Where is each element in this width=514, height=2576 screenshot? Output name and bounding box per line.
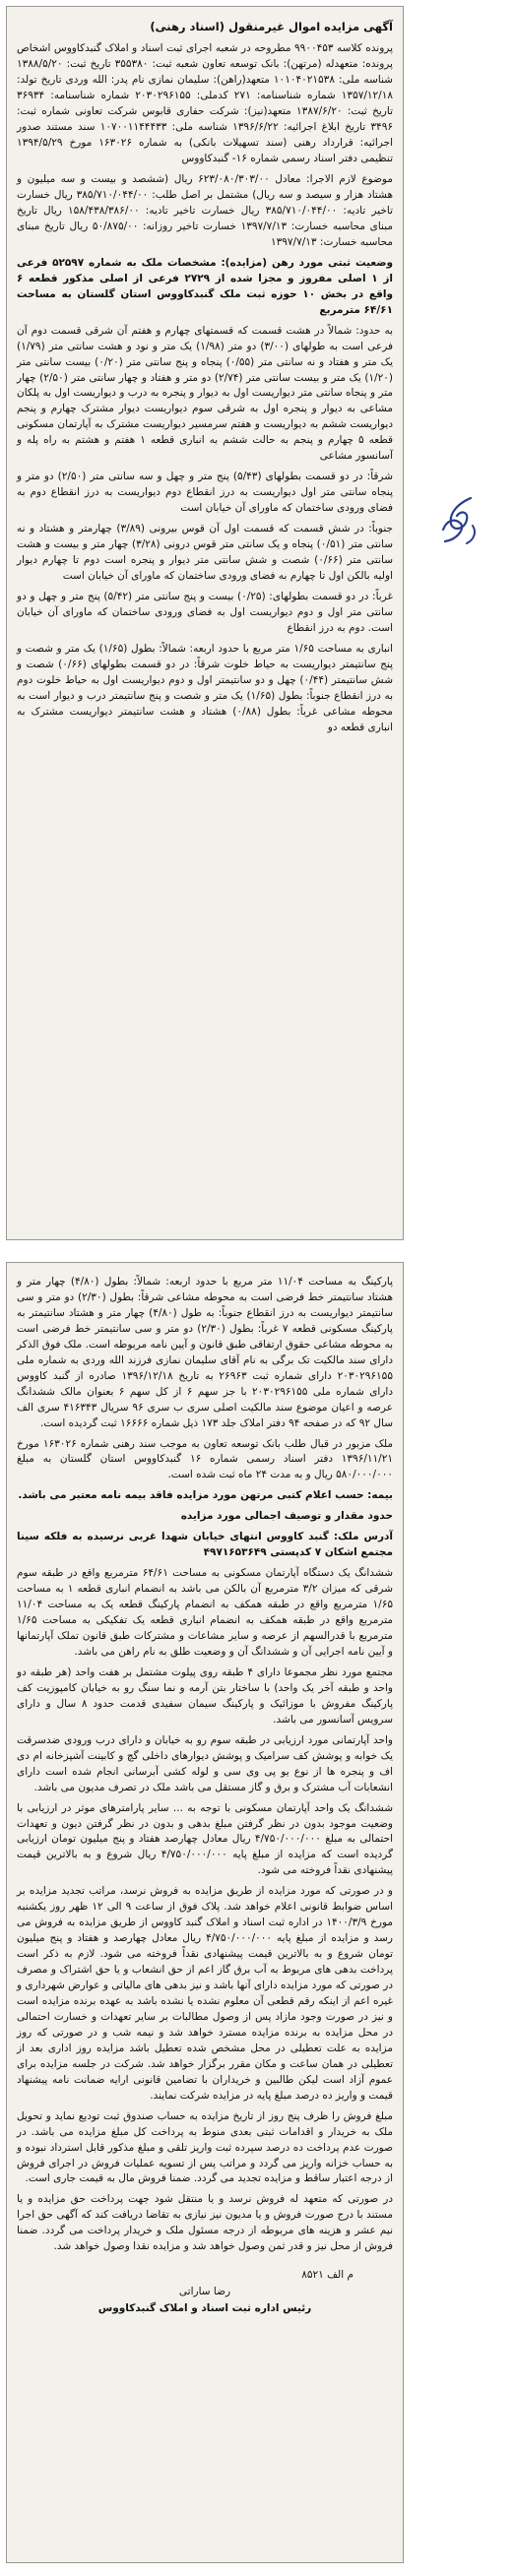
building-description-paragraph: مجتمع مورد نظر مجموعا دارای ۴ طبقه روی پیلوت مشتمل بر هفت واحد (هر طبقه دو واحد و طبقه آخر یک واحد) با ساختار بتن آرمه و نما سنگ رو به خیابان کامپوزیت کف پارکینگ مفروش با موزائیک و پارکینگ سیمان سفیدی قدمت حدود ۸ سال و دارای سرویس آسانسور می باشد. [17, 1665, 393, 1726]
storage-unit-paragraph: انباری به مساحت ۱/۶۵ متر مربع با حدود اربعه: شمالاً: بطول (۱/۶۵) یک متر و شصت و پنج سانتیمتر دیواریست به حیاط خلوت شرقاً: در دو قسمت بطولهای (۰/۶۶) شصت و شش سانتیمتر (۰/۴۴) چهل و دو سانتیمتر اول و دوم دیواریست اول به حیاط خلوت دوم به درز انقطاع جنوباً: بطول (۱/۶۵) یک متر و شصت و پنج سانتیمتر درب و دیوار است به محوطه مشاعی غرباً: بطول (۰/۸۸) هشتاد و هشت سانتیمتر دیواریست مشترک به انباری قطعه دو [17, 642, 394, 733]
notice-clipping-bottom [6, 1262, 404, 2563]
signatory-title: رئیس اداره ثبت اسناد و املاک گنبدکاووس [97, 2301, 312, 2314]
apartment-description-paragraph: ششدانگ یک دستگاه آپارتمان مسکونی به مساحت ۶۴/۶۱ مترمربع واقع در طبقه سوم شرقی که میزان ۳/۲ مترمربع آن بالکن می باشد به انضمام انباری قطعه ۱ به مساحت ۱/۶۵ مترمربع واقع در طبقه همکف به انضمام پارکینگ قطعه یک به مساحت ۱۱/۰۴ مترمربع واقع در طبقه همکف به انضمام انباری قطعه یک تفکیکی به مساحت ۱/۶۵ مترمربع با قدرالسهم از عرصه و سایر مشاعات و مشترکات طبق قانون تملک آپارتمانها و آیین نامه اجرایی آن و ششدانگ آن و وضعیت طلق به نام راهن می باشد. [17, 1567, 394, 1658]
notice-footer [17, 2267, 393, 2316]
signatory-name: رضا ساراتی [178, 2286, 231, 2298]
property-status-paragraph: وضعیت ثبتی مورد رهن (مزایده): مشخصات ملک به شماره ۵۲۵۹۷ فرعی از ۱ اصلی مفروز و مجزا شده از ۲۷۲۹ فرعی از اصلی مذکور قطعه ۶ واقع در بخش ۱۰ حوزه ثبت ملک گنبدکاووس استان گلستان به مساحت ۶۴/۶۱ مترمربع [17, 256, 394, 316]
east-boundary-paragraph: شرقاً: در دو قسمت بطولهای (۵/۴۳) پنج متر و چهل و سه سانتی متر (۲/۵۰) دو متر و پنجاه سانتی متر اول دیواریست به درز انقطاع دوم دیواریست به درز انقطاع دوم به فضای ورودی ساختمان که ماورای آن خیابان است [17, 471, 394, 515]
north-boundary-paragraph: به حدود: شمالاً در هشت قسمت که قسمتهای چهارم و هفتم آن شرقی قسمت دوم آن فرعی است به طولهای (۳/۰۰) دو متر (۱/۹۸) یک متر و نود و هشت سانتی متر (۱/۷۹) یک متر و هفتاد و نه سانتی متر (۰/۵۵) پنجاه و پنج سانتی متر (۰/۲۰) بیست سانتی متر (۱/۲۰) یک متر و بیست سانتی متر (۲/۷۴) دو متر و هفتاد و چهار سانتی متر (۲/۵۰) چهار متر و پنجاه سانتی متر دیواریست اول به دیوار و پنجره به درب و دیواریست اول به پلکان مشاعی به دیوار و پنجره اول به شرقی سوم دیواریست دیوار مشترک چهارم و پنجم دیواریست ششم به دیواریست و هفتم سرمسیر دیواریست مشترک به آپارتمان مسکونی قطعه ۵ چهارم و پنجم به حالت ششم به انباری قطعه ۱ هفتم و هشتم به راه پله و آسانسور مشاعی [17, 324, 394, 463]
notice-code: م الف ۸۵۲۱ [301, 2269, 353, 2282]
notice-title: آگهی مزایده اموال غیرمنقول (اسناد رهنی) [150, 20, 393, 33]
notice-clipping-top [6, 6, 404, 1240]
valuation-paragraph: ششدانگ یک واحد آپارتمان مسکونی با توجه به ... سایر پارامترهای موثر در ارزیابی با وضعیت موجود بدون در نظر گرفتن مبلغ بدهی و بدون در نظر گرفتن دیون و تعهدات احتمالی به مبلغ ۴/۷۵۰/۰۰۰/۰۰۰ ریال معادل چهارصد هفتاد و پنج میلیون تومان ارزیابی گردیده است که مزایده از مبلغ پایه ۴/۷۵۰/۰۰۰/۰۰۰ ریال شروع و به بالاترین قیمت پیشنهادی نقداً فروخته می شود. [17, 1801, 393, 1877]
insurance-paragraph: بیمه: حسب اعلام کتبی مرتهن مورد مزایده فاقد بیمه نامه معتبر می باشد. [18, 1489, 393, 1502]
notice-body-top [7, 7, 403, 736]
handwritten-mark-icon [427, 490, 486, 549]
parking-paragraph: پارکینگ به مساحت ۱۱/۰۴ متر مربع با حدود اربعه: شمالاً: بطول (۴/۸۰) چهار متر و هشتاد سانتیمتر خط فرضی است به محوطه مشاعی شرقاً: بطول (۲/۳۰) دو متر و سی سانتیمتر دیواریست به درز انقطاع جنوباً: به طول (۴/۸۰) چهار متر و هشتاد سانتیمتر به پارکینگ مسکونی قطعه ۷ غرباً: بطول (۲/۳۰) دو متر و سی سانتیمتر خط فرضی است به محوطه مشاعی حقوق ارتفاقی طبق قانون و آیین نامه مربوطه است. ملک فوق الذکر دارای سند مالکیت تک برگی به نام آقای سلیمان نمازی فرزند الله وردی به شماره ملی ۲۰۳۰۲۹۶۱۵۵ دارای شماره ثبت ۲۶۹۶۳ به تاریخ ۱۳۹۶/۱۲/۱۸ صادره از گنبد کاووس دارای شماره ملی ۲۰۳۰۲۹۶۱۵۵ با جز سهم ۶ از کل سهم ۶ بعنوان مالک ششدانگ عرصه و اعیان موضوع سند مالکیت اصلی سری ب سری ۹۶ سریال ۴۱۶۳۴۳ سری الف سال ۹۲ که در صفحه ۹۴ دفتر املاک جلد ۱۷۳ ذیل شماره ۱۶۶۶۶ ثبت گردیده است. [17, 1276, 394, 1429]
west-boundary-paragraph: غرباً: در دو قسمت بطولهای: (۰/۲۵) بیست و پنج سانتی متر (۵/۴۲) پنج متر و چهل و دو سانتی متر اول و دوم دیواریست اول به فضای ورودی ساختمان که ماورای آن خیابان است. دوم به درز انقطاع [17, 590, 393, 634]
notice-body-bottom [7, 1263, 403, 2317]
enforceable-amount-paragraph: موضوع لازم الاجرا: معادل ۶۲۳/۰۸۰/۳۰۳/۰۰ ریال (ششصد و بیست و سه میلیون و هشتاد هزار و سیصد و سه ریال) مشتمل بر اصل طلب: ۳۸۵/۷۱۰/۰۴۴/۰۰ ریال خسارت تاخیر تادیه: ۳۸۵/۷۱۰/۰۴۴/۰۰ ریال خسارت تاخیر تادیه: ۱۵۸/۴۳۸/۳۸۶/۰۰ ریال تاریخ مبنای محاسبه خسارت: ۱۳۹۷/۷/۱۳ خسارت تاخیر روزانه: ۵۰/۸۷۵/۰۰ ریال تاریخ مبنای محاسبه خسارت: ۱۳۹۷/۷/۱۳ [17, 173, 394, 248]
south-boundary-paragraph: جنوباً: در شش قسمت که قسمت اول آن قوس بیرونی (۳/۸۹) چهارمتر و هشتاد و نه سانتی متر (۰/۵۱) پنجاه و یک سانتی متر قوس درونی (۳/۲۸) چهار متر و بیست و هشت سانتی متر (۰/۶۶) شصت و شش سانتی متر دیوار و پنجره است دوم تا چهارم دیوار اولیه بالکن اول تا چهارم به فضای ورودی ساختمان که ماورای آن خیابان است [17, 523, 393, 582]
case-parties-paragraph: پرونده کلاسه ۹۹۰۰۴۵۳ مطروحه در شعبه اجرای ثبت اسناد و املاک گنبدکاووس اشخاص پرونده: متعهدله (مرتهن): بانک توسعه تعاون شعبه ثبت: ۳۵۵۳۸۰ تاریخ ثبت: ۱۳۸۸/۵/۲۰ شناسه ملی: ۱۰۱۰۴۰۲۱۵۳۸ متعهد(راهن): سلیمان نمازی نام پدر: الله وردی تاریخ تولد: ۱۳۵۷/۱۲/۱۸ شماره شناسنامه: ۲۷۱ کدملی: ۲۰۳۰۲۹۶۱۵۵ شماره شناسنامه: ۳۶۹۳۴ تاریخ ثبت: ۱۳۸۷/۶/۲۰ متعهد(نیز): شرکت حفاری قابوس شرکت تعاونی شماره ثبت: ۳۴۹۶ تاریخ ابلاغ اجرائیه: ۱۳۹۶/۶/۲۲ شناسه ملی: ۱۰۷۰۰۱۱۴۴۴۳۳ سند مستند صدور اجرائیه: قرارداد رهنی (سند تسهیلات بانکی) به شماره ۱۶۳۰۲۶ مورخ ۱۳۹۴/۵/۲۹ تنظیمی دفتر اسناد رسمی شماره ۱۶- گنبدکاووس [17, 42, 394, 165]
payment-terms-paragraph: مبلغ فروش را ظرف پنج روز از تاریخ مزایده به حساب صندوق ثبت تودیع نماید و تحویل ملک به خریدار و اقدامات ثبتی بعدی منوط به پرداخت کل مبلغ مزایده می باشد. در صورت عدم پرداخت ده درصد سپرده ثبت واریز تلقی و مبلغ مذکور قابل استرداد نبوده و به حساب خزانه واریز می گردد و مراتب پس از تسویه عملیات فروش در اجرای فروش از درجه اعتبار ساقط و مزایده تجدید می گردد. ضمنا فروش مال به قیمت جاری است. [17, 2109, 393, 2185]
closing-terms-paragraph: در صورتی که متعهد له فروش نرسد و یا منتقل شود جهت پرداخت حق مزایده و یا مستند با درج صورت فروش و یا مدیون نیز نیازی به تقاضا دریافت کند که آگهی حق اجرا نیم عشر و هزینه های مربوطه از درجه مسئول ملک و خریدار پرداخت می گردد. ضمنا فروش از محل نیز و قدر ثمن وصول خواهد شد و مزایده نقدا وصول خواهد شد. [17, 2193, 393, 2253]
mortgage-paragraph: ملک مزبور در قبال طلب بانک توسعه تعاون به موجب سند رهنی شماره ۱۶۳۰۲۶ مورخ ۱۳۹۶/۱۱/۲۱ دفتر اسناد رسمی شماره ۱۶ گنبدکاووس استان گلستان به مبلغ ۵۸۰/۰۰۰/۰۰۰ ریال و به مدت ۲۴ ماه ثبت شده است. [17, 1437, 393, 1481]
property-description-heading: حدود مقدار و توصیف اجمالی مورد مزایده [180, 1510, 393, 1523]
auction-terms-paragraph: و در صورتی که مورد مزایده از طریق مزایده به فروش نرسد، مراتب تجدید مزایده بر اساس ضوابط قانونی اعلام خواهد شد. پلاک فوق از ساعت ۹ الی ۱۲ ظهر روز یکشنبه مورخ ۱۴۰۰/۳/۹ در اداره ثبت اسناد و املاک گنبد کاووس از طریق مزایده به فروش می رسد و مزایده از مبلغ پایه ۴/۷۵۰/۰۰۰/۰۰۰ ریال معادل چهارصد و هفتاد و پنج میلیون تومان شروع و به بالاترین قیمت پیشنهادی نقداً فروخته می شود. لازم به ذکر است پرداخت بدهی های مربوط به آب برق گاز اعم از حق انشعاب و یا حق اشتراک و مصرف در صورتی که مورد مزایده دارای آنها باشد و نیز بدهی های مالیاتی و عوارض شهرداری و غیره اعم از اینکه رقم قطعی آن معلوم نشده یا نشده باشد به عهده برنده مزایده است و نیز در صورت وجود مازاد پس از وصول مطالبات بر سایر تعهدات و خسارت احتمالی در محل مزایده به برنده مزایده مسترد خواهد شد و نیمه شب و در صورتی که روز مزایده به علت تعطیلی در محل مشخص شده تعطیل باشد مزایده روز اداری بعد از تعطیلی در همان ساعت و مکان مقرر برگزار خواهد شد. شرکت در جلسه مزایده برای عموم آزاد است لیکن طالبین و خریداران با تضامین قانونی ارایه ضمانت نامه پیشنهاد قیمت و واریز ده درصد مبلغ پایه در مزایده شرکت نمایند. [17, 1885, 394, 2102]
unit-description-paragraph: واحد آپارتمانی مورد ارزیابی در طبقه سوم رو به خیابان و دارای درب ورودی ضدسرقت یک خوابه و پوشش کف سرامیک و پوشش دیوارهای داخلی گچ و کابینت آشپزخانه ام دی اف و پنجره ها از نوع یو پی وی سی و لوله کشی آبرسانی انجام شده است دارای انشعابات آب مشترک و برق و گاز مستقل می باشد ملک در تصرف مدیون می باشد. [17, 1733, 393, 1793]
property-address-paragraph: آدرس ملک: گنبد کاووس انتهای خیابان شهدا غربی نرسیده به فلکه سینا مجتمع اشکان ۷ کدپستی ۴۹۷۱۶۵۳۶۴۹ [17, 1531, 393, 1559]
